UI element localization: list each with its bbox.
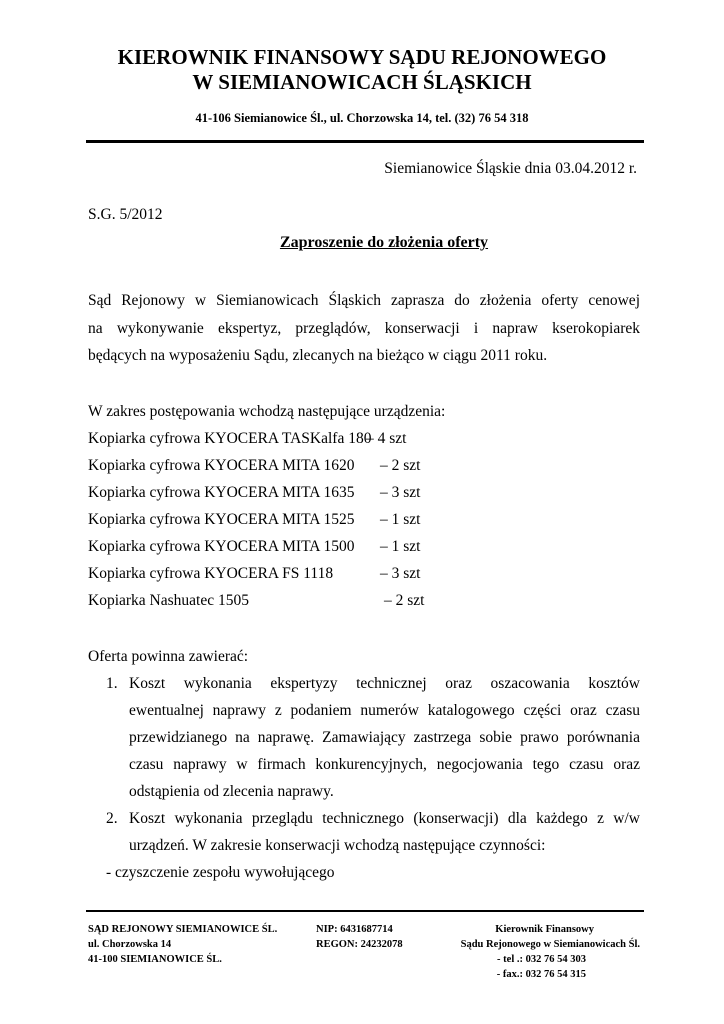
intro-line-2: na wykonywanie ekspertyz, przeglądów, konserwacji i napraw kserokopiarek <box>88 320 640 337</box>
device-name: Kopiarka cyfrowa KYOCERA TASKalfa 180 <box>88 430 372 447</box>
list-number: 2. <box>106 810 118 827</box>
devices-intro: W zakres postępowania wchodzą następujące urządzenia: <box>88 403 446 420</box>
footer-contact-org: Sądu Rejonowego w Siemianowicach Śl. <box>460 939 640 950</box>
footer-court-city: 41-100 SIEMIANOWICE ŚL. <box>88 954 222 965</box>
sub-item: - czyszczenie zespołu wywołującego <box>106 864 335 881</box>
offer-item-1-line: czasu naprawy w firmach konkurencyjnych, negocjowania tego czasu oraz <box>129 756 640 773</box>
footer-court-name: SĄD REJONOWY SIEMIANOWICE ŚL. <box>88 924 278 935</box>
device-quantity: – 1 szt <box>380 511 421 528</box>
footer-nip: NIP: 6431687714 <box>316 924 393 935</box>
device-quantity: – 1 szt <box>380 538 421 555</box>
device-name: Kopiarka Nashuatec 1505 <box>88 592 249 609</box>
footer-regon: REGON: 24232078 <box>316 939 403 950</box>
device-quantity: – 2 szt <box>384 592 425 609</box>
footer-divider <box>86 910 644 912</box>
header-divider <box>86 140 644 143</box>
device-name: Kopiarka cyfrowa KYOCERA MITA 1525 <box>88 511 355 528</box>
device-quantity: – 2 szt <box>380 457 421 474</box>
list-number: 1. <box>106 675 118 692</box>
offer-item-1-line: ewentualnej naprawy z podaniem numerów katalogowego części oraz czasu <box>129 702 640 719</box>
footer-court-block <box>88 922 277 967</box>
offer-item-1-line: odstąpienia od zlecenia naprawy. <box>129 783 334 800</box>
offer-item-2-line: Koszt wykonania przeglądu technicznego (konserwacji) dla każdego z w/w <box>129 810 640 827</box>
device-name: Kopiarka cyfrowa KYOCERA FS 1118 <box>88 565 334 582</box>
date-line: Siemianowice Śląskie dnia 03.04.2012 r. <box>384 160 637 177</box>
footer-phone: - tel .: 032 76 54 303 <box>497 954 586 965</box>
offer-item-1-line: Koszt wykonania ekspertyzy technicznej oraz oszacowania kosztów <box>129 675 640 692</box>
letterhead-address: 41-106 Siemianowice Śl., ul. Chorzowska 14, tel. (32) 76 54 318 <box>195 111 529 125</box>
reference-number: S.G. 5/2012 <box>88 206 163 223</box>
offer-intro: Oferta powinna zawierać: <box>88 648 249 665</box>
letterhead-title-line1: KIEROWNIK FINANSOWY SĄDU REJONOWEGO <box>117 45 607 69</box>
device-quantity: – 3 szt <box>380 484 421 501</box>
intro-line-1: Sąd Rejonowy w Siemianowicach Śląskich zaprasza do złożenia oferty cenowej <box>88 292 640 309</box>
offer-item-1-line: przewidzianego na naprawę. Zamawiający zastrzega sobie prawo porównania <box>129 729 640 746</box>
intro-line-3: będących na wyposażeniu Sądu, zlecanych na bieżąco w ciągu 2011 roku. <box>88 347 548 364</box>
device-name: Kopiarka cyfrowa KYOCERA MITA 1500 <box>88 538 355 555</box>
device-quantity: – 3 szt <box>380 565 421 582</box>
footer-contact-title: Kierownik Finansowy <box>495 924 594 935</box>
device-name: Kopiarka cyfrowa KYOCERA MITA 1635 <box>88 484 355 501</box>
footer-contact-block <box>461 922 640 982</box>
offer-item-2-line: urządzeń. W zakresie konserwacji wchodzą następujące czynności: <box>129 837 546 854</box>
footer-court-street: ul. Chorzowska 14 <box>88 939 172 950</box>
document-subject: Zaproszenie do złożenia oferty <box>279 234 489 251</box>
footer-fax: - fax.: 032 76 54 315 <box>496 969 586 980</box>
device-name: Kopiarka cyfrowa KYOCERA MITA 1620 <box>88 457 355 474</box>
letterhead-title-line2: W SIEMIANOWICACH ŚLĄSKICH <box>192 70 532 94</box>
device-quantity: – 4 szt <box>366 430 407 447</box>
